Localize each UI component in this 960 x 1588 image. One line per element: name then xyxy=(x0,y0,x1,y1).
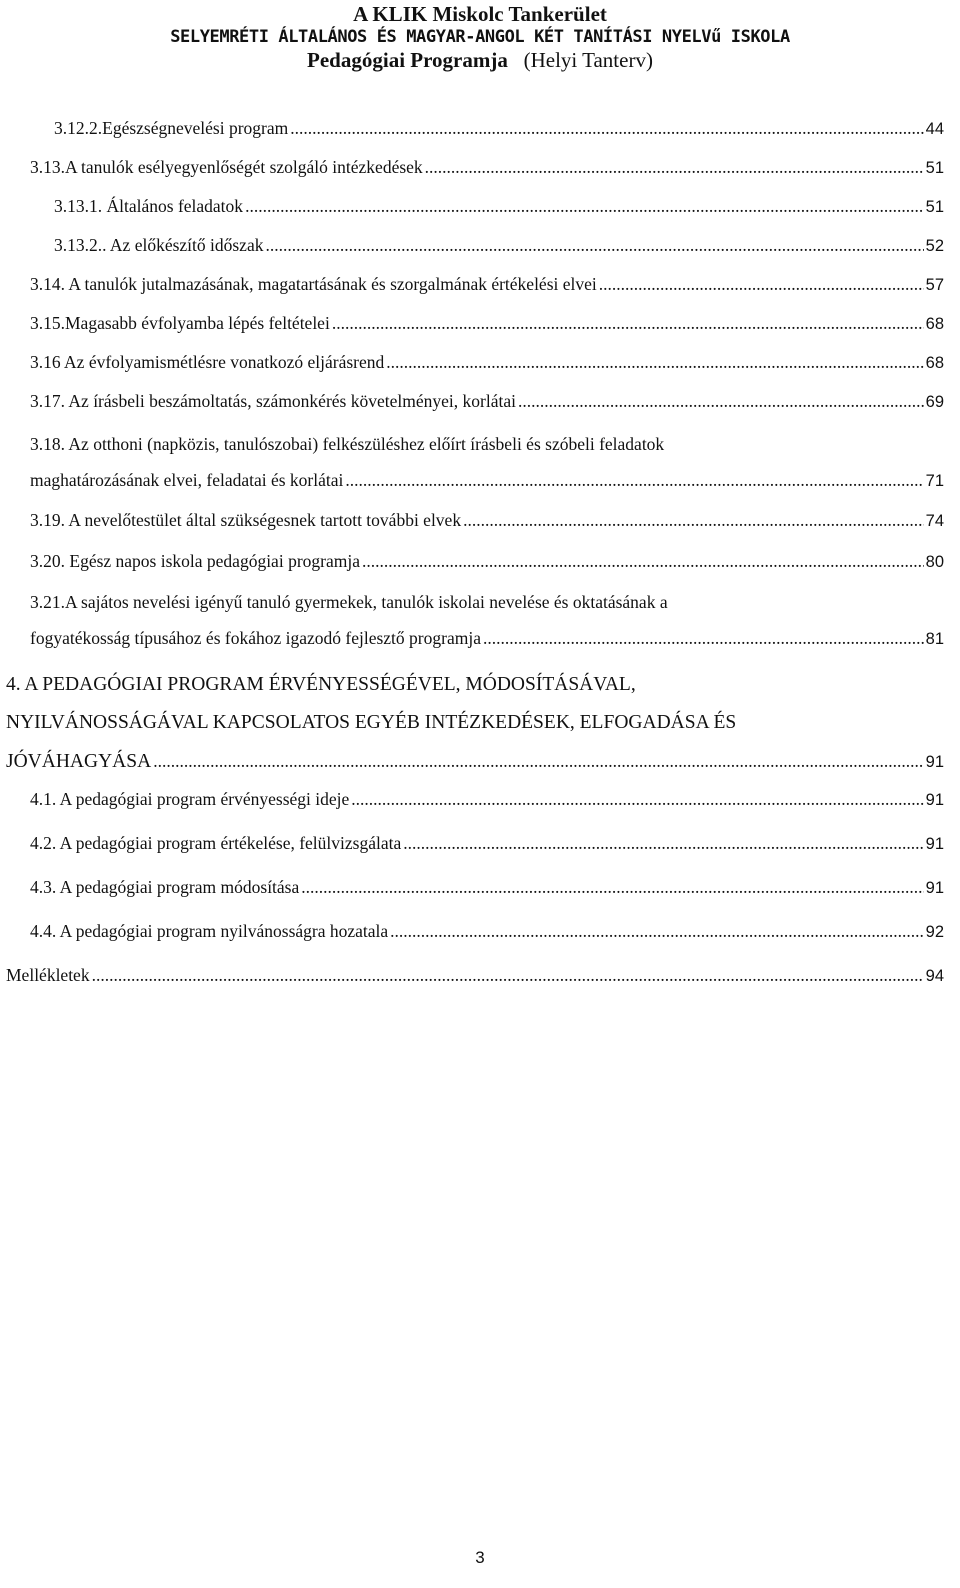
toc-entry[interactable] xyxy=(54,188,944,224)
toc-entry-title: 3.14. A tanulók jutalmazásának, magatartásának és szorgalmának értékelési elvei xyxy=(30,274,597,294)
toc-entry[interactable] xyxy=(30,266,944,302)
toc-entry-title: 4.2. A pedagógiai program értékelése, felülvizsgálata xyxy=(30,833,402,853)
toc-entry-title: JÓVÁHAGYÁSA xyxy=(6,751,152,772)
toc-entry[interactable] xyxy=(30,825,944,861)
toc-entry-title: 4.1. A pedagógiai program érvényességi ideje xyxy=(30,789,350,809)
toc-entry-page: 91 xyxy=(925,753,944,771)
toc-entry[interactable] xyxy=(30,426,944,498)
toc-entry-title: 3.13.A tanulók esélyegyenlőségét szolgáló intézkedések xyxy=(30,157,423,177)
toc-entry-title: 3.19. A nevelőtestület által szükségesnek tartott további elvek xyxy=(30,510,462,530)
toc-entry-title: 3.17. Az írásbeli beszámoltatás, számonkérés követelményei, korlátai xyxy=(30,391,516,411)
toc-entry-title-line1: 3.21.A sajátos nevelési igényű tanuló gyermekek, tanulók iskolai nevelése és oktatásának a xyxy=(30,592,668,612)
toc-entry[interactable] xyxy=(30,781,944,817)
header-program-title: Pedagógiai Programja xyxy=(307,47,508,72)
toc-entry-page: 51 xyxy=(925,198,944,216)
header-program-subtitle: (Helyi Tanterv) xyxy=(523,47,653,72)
toc-entry-title: 3.13.1. Általános feladatok xyxy=(54,196,244,216)
header-program xyxy=(0,48,960,73)
header-district: A KLIK Miskolc Tankerület xyxy=(353,2,607,26)
page-header xyxy=(0,0,960,73)
toc-entry-page: 68 xyxy=(925,315,944,333)
toc-entry-page: 57 xyxy=(925,276,944,294)
page-number: 3 xyxy=(475,1548,485,1567)
toc-entry[interactable] xyxy=(30,913,944,949)
toc-entry-page: 74 xyxy=(925,512,944,530)
toc-entry[interactable] xyxy=(6,957,944,993)
toc-entry-page: 80 xyxy=(925,553,944,571)
toc-entry-page: 51 xyxy=(925,159,944,177)
toc-entry-title: Mellékletek xyxy=(6,965,90,985)
toc-entry-title: 3.16 Az évfolyamismétlésre vonatkozó eljárásrend xyxy=(30,352,385,372)
toc-entry[interactable] xyxy=(30,543,944,579)
toc-entry-page: 81 xyxy=(925,630,944,648)
toc-entry-title: fogyatékosság típusához és fokához igazodó fejlesztő programja xyxy=(30,628,481,648)
toc-entry-title: 3.13.2.. Az előkészítő időszak xyxy=(54,235,264,255)
toc-entry-page: 71 xyxy=(925,472,944,490)
toc-entry-page: 44 xyxy=(925,120,944,138)
toc-entry[interactable] xyxy=(30,305,944,341)
toc-entry-title-line1: 4. A PEDAGÓGIAI PROGRAM ÉRVÉNYESSÉGÉVEL, MÓDOSÍTÁSÁVAL, xyxy=(6,674,636,695)
toc-entry-title: 3.15.Magasabb évfolyamba lépés feltételei xyxy=(30,313,330,333)
toc-entry-title: 4.4. A pedagógiai program nyilvánosságra hozatala xyxy=(30,921,389,941)
toc-entry[interactable] xyxy=(30,344,944,380)
toc-entry-page: 92 xyxy=(925,923,944,941)
toc-entry-title: maghatározásának elvei, feladatai és korlátai xyxy=(30,470,344,490)
header-school: SELYEMRÉTI ÁLTALÁNOS ÉS MAGYAR-ANGOL KÉT TANÍTÁSI NYELVű ISKOLA xyxy=(170,27,790,48)
toc-entry-page: 91 xyxy=(925,791,944,809)
toc-entry[interactable] xyxy=(54,227,944,263)
toc-entry-title-line2: NYILVÁNOSSÁGÁVAL KAPCSOLATOS EGYÉB INTÉZKEDÉSEK, ELFOGADÁSA ÉS xyxy=(6,712,737,733)
toc-entry-page: 52 xyxy=(925,237,944,255)
toc-entry[interactable] xyxy=(30,149,944,185)
toc-entry[interactable] xyxy=(54,110,944,146)
toc-entry-title: 3.12.2.Egészségnevelési program xyxy=(54,118,289,138)
toc-entry-title: 4.3. A pedagógiai program módosítása xyxy=(30,877,300,897)
toc-entry-title: 3.20. Egész napos iskola pedagógiai programja xyxy=(30,551,360,571)
toc-entry-page: 68 xyxy=(925,354,944,372)
toc-entry-page: 94 xyxy=(925,967,944,985)
toc-entry[interactable] xyxy=(30,869,944,905)
toc-entry-page: 69 xyxy=(925,393,944,411)
toc-entry[interactable] xyxy=(30,502,944,538)
toc-entry[interactable] xyxy=(30,383,944,419)
toc-entry-title-line1: 3.18. Az otthoni (napközis, tanulószobai) felkészüléshez előírt írásbeli és szóbeli feladatok xyxy=(30,434,665,454)
toc-entry[interactable] xyxy=(6,666,944,780)
toc-entry[interactable] xyxy=(30,584,944,656)
toc-entry-page: 91 xyxy=(925,879,944,897)
toc-entry-page: 91 xyxy=(925,835,944,853)
